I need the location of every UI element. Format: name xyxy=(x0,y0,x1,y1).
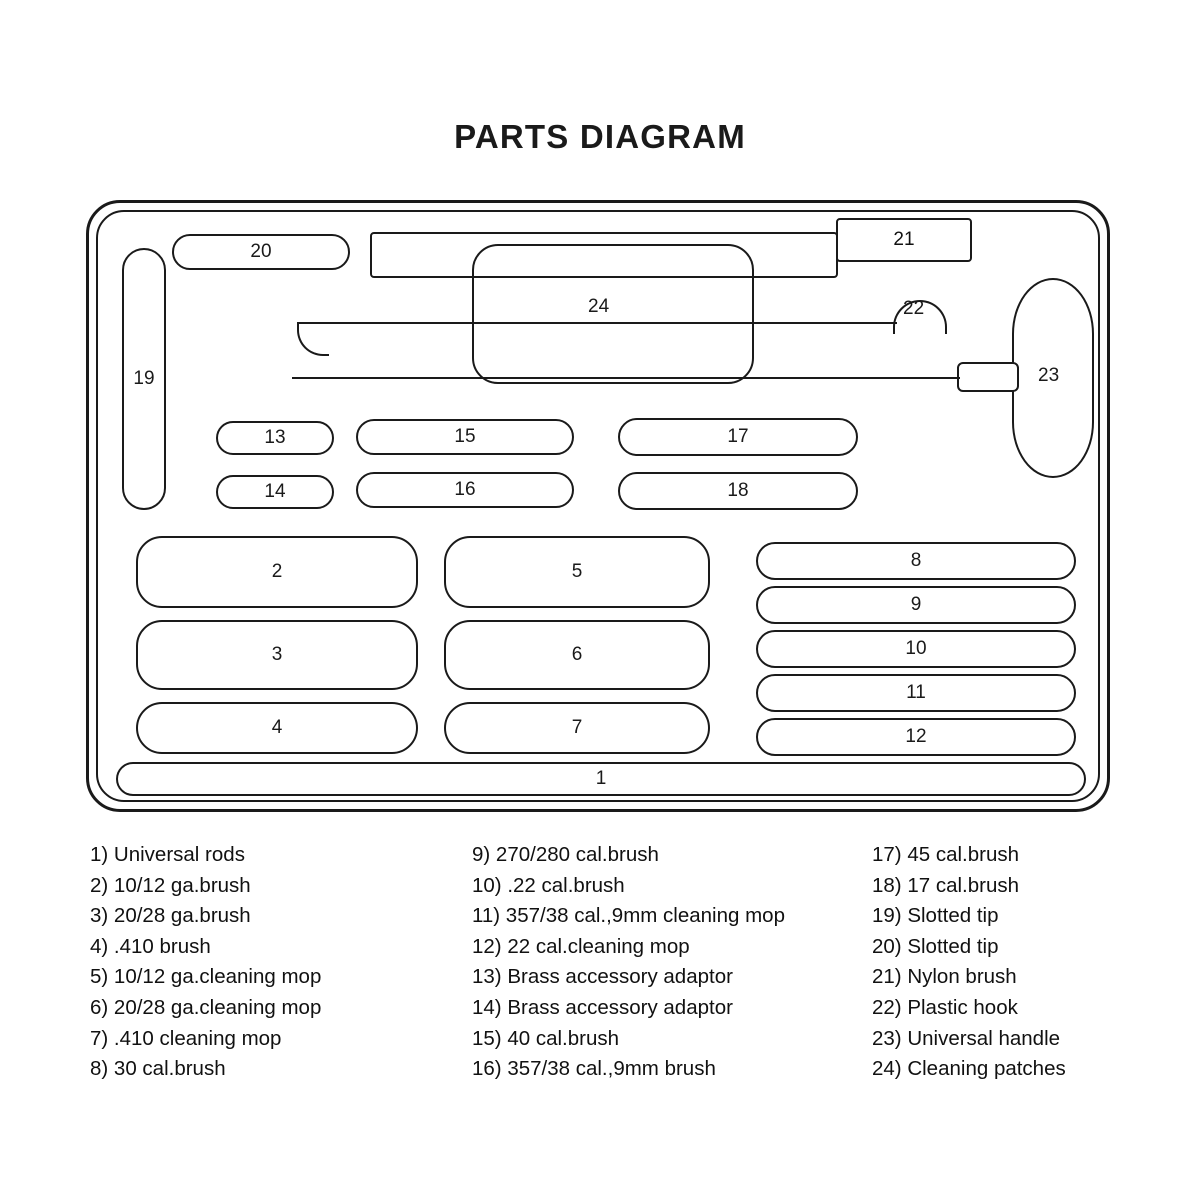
slot-21-label: 21 xyxy=(893,229,915,250)
legend-item: 14) Brass accessory adaptor xyxy=(472,995,733,1019)
slot-2[interactable] xyxy=(136,536,418,608)
slot-9[interactable] xyxy=(756,586,1076,624)
slot-2-label: 2 xyxy=(271,561,283,582)
slot-12-label: 12 xyxy=(905,726,927,747)
slot-8-label: 8 xyxy=(910,550,922,571)
slot-23-label: 23 xyxy=(1038,365,1060,386)
slot-18[interactable] xyxy=(618,472,858,510)
slot-22-hook-shaft xyxy=(297,322,897,324)
slot-23-neck xyxy=(957,362,1019,392)
slot-7-label: 7 xyxy=(571,717,583,738)
legend-item: 16) 357/38 cal.,9mm brush xyxy=(472,1057,716,1081)
slot-16[interactable] xyxy=(356,472,574,508)
slot-4[interactable] xyxy=(136,702,418,754)
legend-item: 20) Slotted tip xyxy=(872,934,999,958)
slot-17[interactable] xyxy=(618,418,858,456)
slot-24-label: 24 xyxy=(588,296,610,317)
slot-19-label: 19 xyxy=(133,368,155,389)
legend-item: 5) 10/12 ga.cleaning mop xyxy=(90,965,322,989)
legend-item: 24) Cleaning patches xyxy=(872,1057,1066,1081)
slot-6-label: 6 xyxy=(571,644,583,665)
legend-item: 22) Plastic hook xyxy=(872,995,1018,1019)
legend xyxy=(86,840,1116,1110)
slot-21[interactable] xyxy=(836,218,972,262)
slot-22-label: 22 xyxy=(903,298,925,319)
slot-13[interactable] xyxy=(216,421,334,455)
legend-item: 23) Universal handle xyxy=(872,1026,1061,1050)
legend-item: 9) 270/280 cal.brush xyxy=(472,843,659,866)
legend-item: 11) 357/38 cal.,9mm cleaning mop xyxy=(472,904,785,928)
universal-rod-shaft xyxy=(292,377,960,379)
slot-11-label: 11 xyxy=(906,682,926,703)
legend-item: 18) 17 cal.brush xyxy=(872,873,1020,897)
slot-6[interactable] xyxy=(444,620,710,690)
slot-20-label: 20 xyxy=(250,241,272,262)
legend-item: 4) .410 brush xyxy=(90,934,211,958)
legend-item: 17) 45 cal.brush xyxy=(872,843,1020,866)
slot-20[interactable] xyxy=(172,234,350,270)
slot-11[interactable] xyxy=(756,674,1076,712)
legend-column-1 xyxy=(90,840,420,1085)
slot-9-label: 9 xyxy=(910,594,922,615)
slot-5[interactable] xyxy=(444,536,710,608)
slot-10[interactable] xyxy=(756,630,1076,668)
legend-item: 6) 20/28 ga.cleaning mop xyxy=(90,995,322,1019)
slot-1[interactable] xyxy=(116,762,1086,796)
legend-item: 19) Slotted tip xyxy=(872,904,999,928)
legend-item: 1) Universal rods xyxy=(90,843,245,866)
slot-3-label: 3 xyxy=(271,644,283,665)
slot-19[interactable] xyxy=(122,248,166,510)
slot-17-label: 17 xyxy=(727,426,749,447)
slot-1-label: 1 xyxy=(595,768,607,789)
legend-item: 21) Nylon brush xyxy=(872,965,1017,989)
slot-24[interactable] xyxy=(472,244,754,384)
slot-7[interactable] xyxy=(444,702,710,754)
slot-14-label: 14 xyxy=(264,481,286,502)
legend-item: 8) 30 cal.brush xyxy=(90,1057,226,1081)
legend-item: 15) 40 cal.brush xyxy=(472,1026,620,1050)
slot-10-label: 10 xyxy=(905,638,927,659)
legend-item: 3) 20/28 ga.brush xyxy=(90,904,251,928)
slot-13-label: 13 xyxy=(264,427,286,448)
legend-item: 7) .410 cleaning mop xyxy=(90,1026,282,1050)
slot-18-label: 18 xyxy=(727,480,749,501)
slot-12[interactable] xyxy=(756,718,1076,756)
slot-16-label: 16 xyxy=(454,479,476,500)
slot-4-label: 4 xyxy=(271,717,283,738)
slot-3[interactable] xyxy=(136,620,418,690)
legend-column-3 xyxy=(872,840,1200,1085)
legend-column-2 xyxy=(472,840,852,1085)
legend-item: 2) 10/12 ga.brush xyxy=(90,873,251,897)
slot-5-label: 5 xyxy=(571,561,583,582)
slot-14[interactable] xyxy=(216,475,334,509)
slot-15[interactable] xyxy=(356,419,574,455)
page-title: PARTS DIAGRAM xyxy=(454,118,746,155)
legend-item: 13) Brass accessory adaptor xyxy=(472,965,733,989)
slot-8[interactable] xyxy=(756,542,1076,580)
legend-item: 12) 22 cal.cleaning mop xyxy=(472,934,690,958)
legend-item: 10) .22 cal.brush xyxy=(472,873,625,897)
slot-15-label: 15 xyxy=(454,426,476,447)
